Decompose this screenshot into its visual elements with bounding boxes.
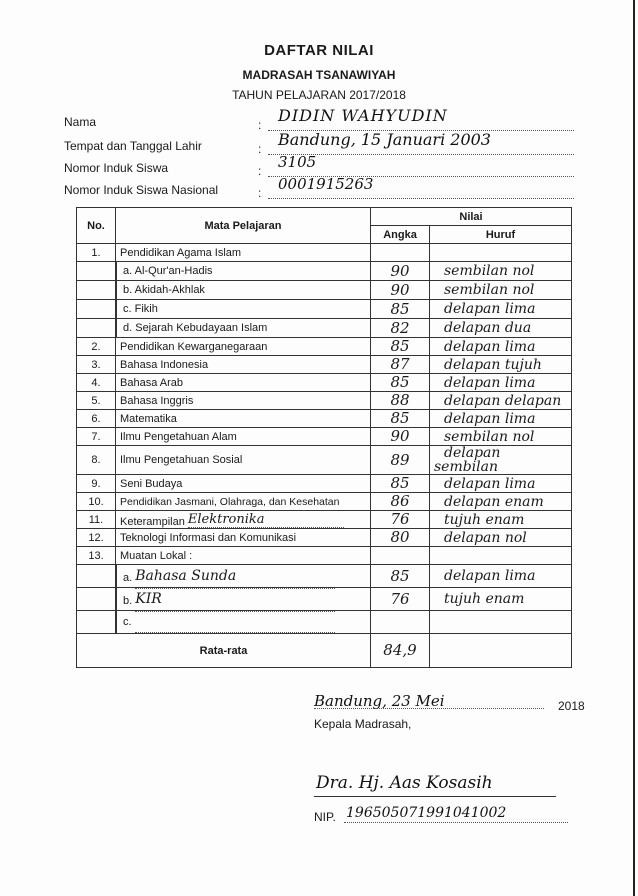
row-angka: 85	[390, 373, 410, 391]
row-subject: Pendidikan Agama Islam	[116, 244, 371, 262]
info-label-nis: Nomor Induk Siswa	[64, 161, 169, 175]
row-angka: 90	[390, 427, 410, 445]
row-no: 5.	[77, 392, 116, 410]
keterampilan-value: Elektronika	[187, 511, 265, 527]
row-no: 9.	[77, 475, 116, 493]
row-no: 8.	[77, 446, 116, 475]
row-no: 6.	[77, 410, 116, 428]
header-no: No.	[77, 208, 116, 244]
row-no: 13.	[77, 547, 116, 565]
row-angka: 82	[390, 318, 410, 337]
row-no: 7.	[77, 428, 116, 446]
mulok-a-value: Bahasa Sunda	[135, 568, 237, 584]
table-row	[77, 319, 572, 338]
table-row	[77, 262, 572, 281]
info-colon: :	[258, 186, 262, 200]
nip-value: 196505071991041002	[346, 805, 507, 821]
row-angka: 85	[390, 299, 410, 318]
row-huruf: sembilan nol	[444, 263, 535, 279]
row-subject: Teknologi Informasi dan Komunikasi	[116, 529, 371, 547]
row-no: 1.	[77, 244, 116, 262]
row-no	[77, 611, 116, 634]
table-row	[77, 475, 572, 493]
row-subject: Pendidikan Kewarganegaraan	[116, 338, 371, 356]
row-subject: Muatan Lokal :	[116, 547, 371, 565]
row-subject: a. Al-Qur'an-Hadis	[116, 262, 213, 280]
table-row	[77, 392, 572, 410]
info-value-nis: 3105	[278, 153, 317, 171]
row-angka: 89	[390, 450, 410, 469]
table-row	[77, 356, 572, 374]
row-no: 4.	[77, 374, 116, 392]
table-row	[77, 511, 572, 529]
row-angka: 80	[390, 528, 410, 546]
signing-year: 2018	[558, 699, 585, 713]
row-subject: Ilmu Pengetahuan Sosial	[116, 446, 371, 475]
document-title: DAFTAR NILAI	[264, 42, 374, 59]
row-huruf	[430, 547, 572, 565]
mulok-b-value: KIR	[135, 591, 162, 607]
row-angka	[371, 244, 430, 262]
info-label-nisn: Nomor Induk Siswa Nasional	[64, 183, 219, 197]
table-row	[77, 611, 572, 634]
row-angka: 86	[390, 492, 410, 510]
row-no: 3.	[77, 356, 116, 374]
info-colon: :	[258, 164, 262, 178]
table-row	[77, 244, 572, 262]
row-subject: b.	[123, 595, 133, 607]
row-subject: a.	[123, 572, 133, 584]
table-row	[77, 446, 572, 475]
table-row	[77, 588, 572, 611]
row-no	[77, 319, 116, 338]
page-edge-line	[633, 0, 635, 896]
row-subject: Keterampilan	[120, 515, 185, 528]
header-angka: Angka	[371, 226, 430, 244]
row-angka: 85	[390, 474, 410, 492]
row-huruf: delapan delapan	[444, 392, 562, 409]
row-subject: d. Sejarah Kebudayaan Islam	[116, 319, 267, 337]
row-huruf: delapan dua	[444, 320, 532, 336]
row-no	[77, 281, 116, 300]
row-huruf: tujuh enam	[444, 511, 525, 528]
row-no	[77, 588, 116, 611]
row-no	[77, 262, 116, 281]
row-angka: 85	[390, 409, 410, 427]
row-huruf: delapan lima	[444, 338, 536, 355]
row-huruf: delapan sembilan	[434, 445, 501, 475]
average-value: 84,9	[383, 641, 417, 659]
table-row	[77, 428, 572, 446]
row-subject: Seni Budaya	[116, 475, 371, 493]
row-subject: Pendidikan Jasmani, Olahraga, dan Kesehatan	[116, 493, 371, 511]
row-subject: Matematika	[116, 410, 371, 428]
row-huruf: sembilan nol	[444, 282, 535, 298]
info-value-nisn: 0001915263	[278, 175, 374, 193]
row-no: 11.	[77, 511, 116, 529]
row-huruf: delapan nol	[444, 529, 527, 546]
info-value-name: DIDIN WAHYUDIN	[278, 106, 448, 125]
info-value-birth: Bandung, 15 Januari 2003	[278, 130, 491, 149]
place-date-dots	[314, 708, 544, 709]
academic-year: TAHUN PELAJARAN 2017/2018	[232, 88, 406, 102]
table-row	[77, 300, 572, 319]
row-subject: Ilmu Pengetahuan Alam	[116, 428, 371, 446]
mulok-b-field	[135, 588, 335, 612]
row-huruf: delapan lima	[444, 301, 536, 317]
row-angka: 85	[390, 566, 410, 585]
row-subject: b. Akidah-Akhlak	[116, 281, 205, 299]
school-type: MADRASAH TSANAWIYAH	[242, 68, 396, 82]
table-row	[77, 281, 572, 300]
row-no: 2.	[77, 338, 116, 356]
row-huruf: delapan enam	[444, 493, 544, 510]
row-no: 12.	[77, 529, 116, 547]
row-subject: c.	[123, 616, 132, 628]
row-no: 10.	[77, 493, 116, 511]
row-subject: Bahasa Arab	[116, 374, 371, 392]
mulok-c-field	[135, 632, 335, 633]
row-subject: c. Fikih	[116, 300, 158, 318]
header-huruf: Huruf	[430, 226, 572, 244]
grades-table	[76, 207, 572, 668]
row-no	[77, 565, 116, 588]
row-angka: 90	[390, 261, 410, 280]
table-row	[77, 338, 572, 356]
table-row	[77, 374, 572, 392]
keterampilan-field	[188, 512, 344, 528]
row-huruf: delapan lima	[444, 568, 536, 584]
row-huruf	[430, 244, 572, 262]
signature-line	[314, 796, 556, 797]
table-row	[77, 547, 572, 565]
info-colon: :	[258, 142, 262, 156]
row-angka: 88	[390, 391, 410, 409]
row-huruf: delapan tujuh	[444, 356, 542, 373]
row-no	[77, 300, 116, 319]
signing-place-date: Bandung, 23 Mei	[314, 692, 445, 710]
info-colon: :	[258, 118, 262, 132]
row-subject: Bahasa Inggris	[116, 392, 371, 410]
table-row	[77, 565, 572, 588]
row-angka	[371, 611, 430, 634]
signer-role: Kepala Madrasah,	[314, 717, 412, 731]
nip-label: NIP.	[314, 810, 336, 824]
row-angka: 90	[390, 280, 410, 299]
row-subject: Bahasa Indonesia	[116, 356, 371, 374]
average-row	[77, 634, 572, 668]
row-huruf: delapan lima	[444, 410, 536, 427]
row-huruf	[430, 611, 572, 634]
nip-dots	[344, 822, 568, 823]
row-huruf: delapan lima	[444, 374, 536, 391]
row-angka: 76	[390, 510, 410, 528]
table-row	[77, 410, 572, 428]
header-nilai: Nilai	[371, 208, 572, 226]
header-subject: Mata Pelajaran	[116, 208, 371, 244]
mulok-a-field	[135, 565, 335, 589]
row-angka	[371, 547, 430, 565]
signer-name: Dra. Hj. Aas Kosasih	[316, 773, 493, 793]
average-label: Rata-rata	[77, 634, 371, 668]
table-row	[77, 529, 572, 547]
row-angka: 76	[390, 589, 410, 608]
row-angka: 85	[390, 337, 410, 355]
row-huruf: tujuh enam	[444, 591, 525, 607]
row-angka: 87	[390, 355, 410, 373]
info-label-name: Nama	[64, 115, 97, 129]
row-huruf: sembilan nol	[444, 428, 535, 445]
table-row	[77, 493, 572, 511]
row-huruf: delapan lima	[444, 475, 536, 492]
info-label-birth: Tempat dan Tanggal Lahir	[64, 139, 202, 153]
